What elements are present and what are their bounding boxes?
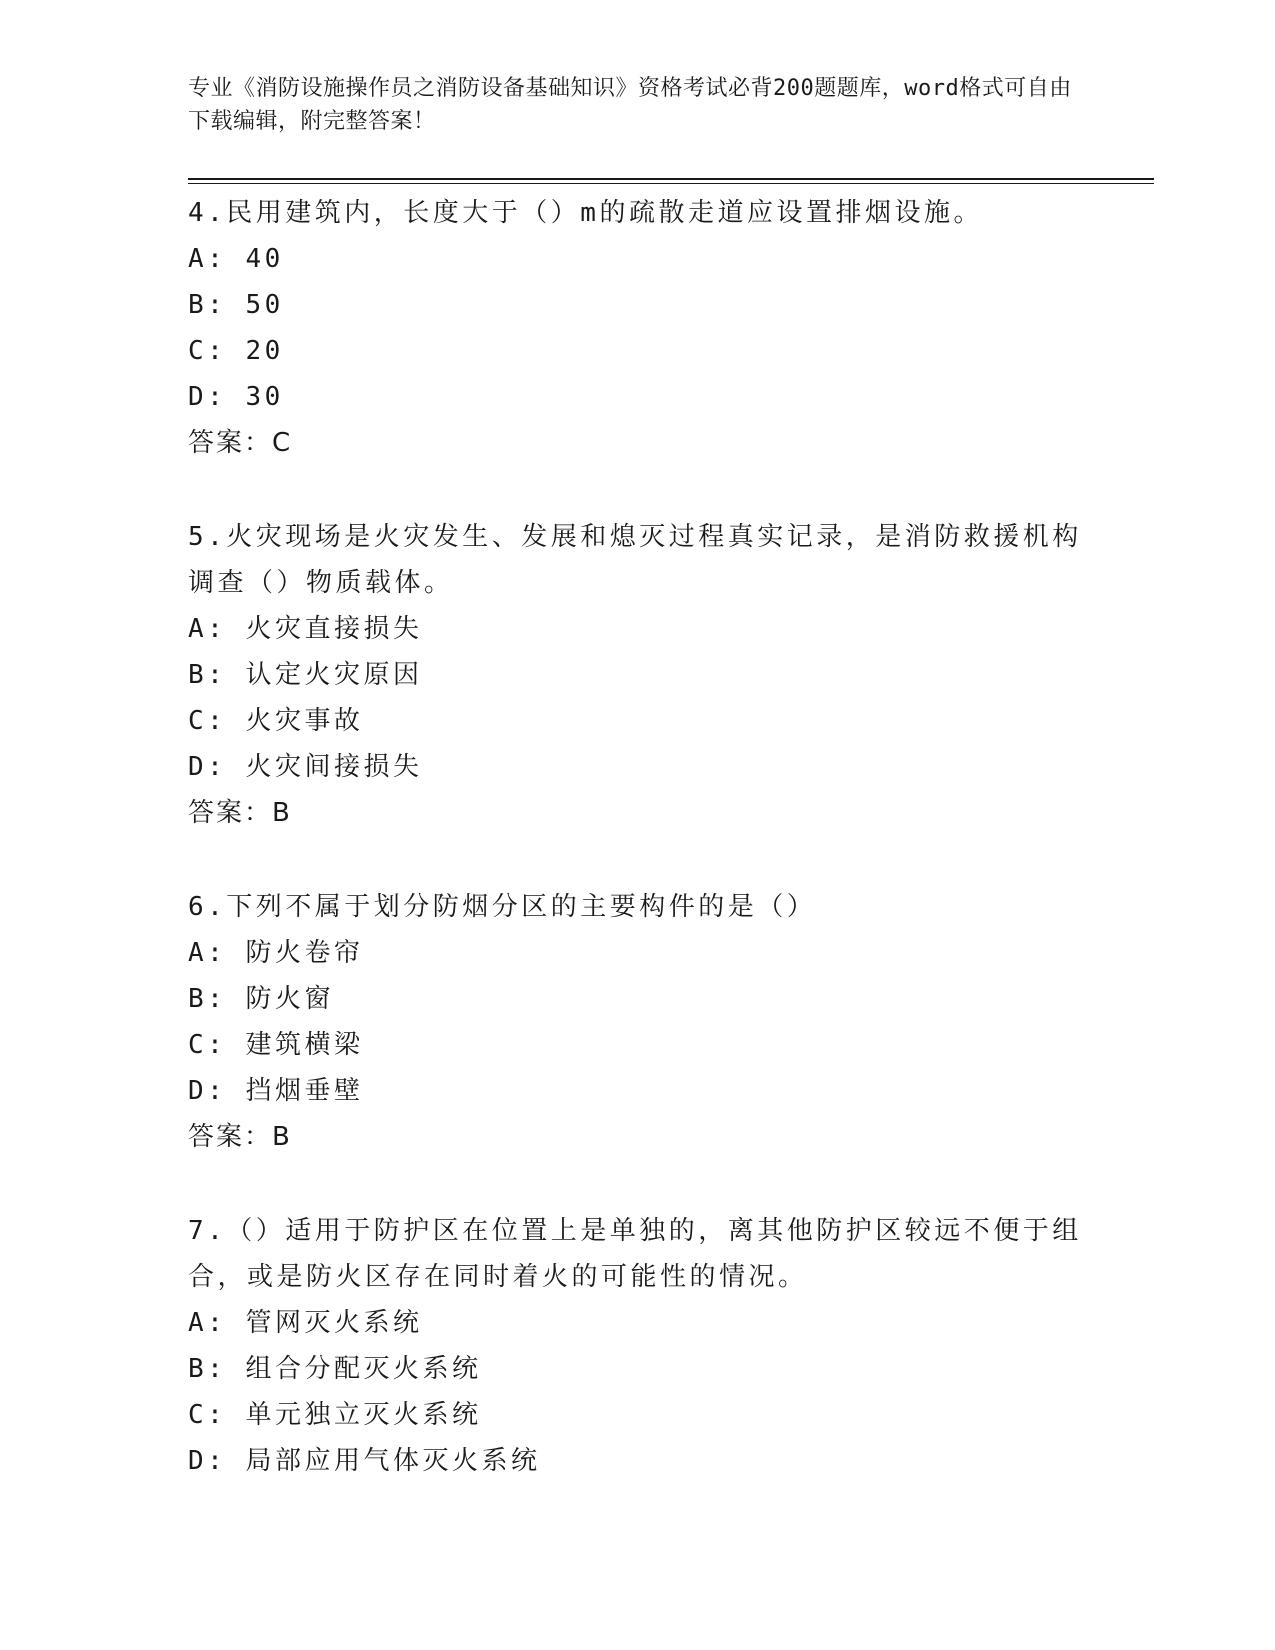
option-a: A: 管网灭火系统 <box>188 1308 423 1338</box>
question-text: 6.下列不属于划分防烟分区的主要构件的是（） <box>188 892 817 922</box>
question-4 <box>188 190 1088 466</box>
option-a: A: 40 <box>188 244 284 274</box>
option-c: C: 火灾事故 <box>188 706 364 736</box>
question-7 <box>188 1208 1088 1484</box>
question-text: 4.民用建筑内，长度大于（）m的疏散走道应设置排烟设施。 <box>188 198 983 228</box>
answer-label: 答案：C <box>188 428 293 458</box>
header-divider-thick <box>188 178 1154 180</box>
option-a: A: 火灾直接损失 <box>188 614 423 644</box>
option-d: D: 局部应用气体灭火系统 <box>188 1446 541 1476</box>
option-b: B: 防火窗 <box>188 984 334 1014</box>
question-text: 7.（）适用于防护区在位置上是单独的，离其他防护区较远不便于组合，或是防火区存在同时着火的可能性的情况。 <box>188 1216 1082 1292</box>
option-c: C: 20 <box>188 336 284 366</box>
question-5 <box>188 514 1088 836</box>
option-b: B: 50 <box>188 290 284 320</box>
option-c: C: 建筑横梁 <box>188 1030 364 1060</box>
option-d: D: 挡烟垂壁 <box>188 1076 364 1106</box>
header-divider-thin <box>188 183 1154 184</box>
answer-label: 答案：B <box>188 1122 292 1152</box>
option-d: D: 30 <box>188 382 284 412</box>
answer-label: 答案：B <box>188 798 292 828</box>
question-list <box>188 190 1088 1532</box>
question-text: 5.火灾现场是火灾发生、发展和熄灭过程真实记录，是消防救援机构调查（）物质载体。 <box>188 522 1082 598</box>
option-c: C: 单元独立灭火系统 <box>188 1400 482 1430</box>
option-a: A: 防火卷帘 <box>188 938 364 968</box>
option-b: B: 组合分配灭火系统 <box>188 1354 482 1384</box>
option-b: B: 认定火灾原因 <box>188 660 423 690</box>
document-header: 专业《消防设施操作员之消防设备基础知识》资格考试必背200题题库，word格式可自由下载编辑，附完整答案！ <box>188 76 1072 134</box>
question-6 <box>188 884 1088 1160</box>
option-d: D: 火灾间接损失 <box>188 752 423 782</box>
